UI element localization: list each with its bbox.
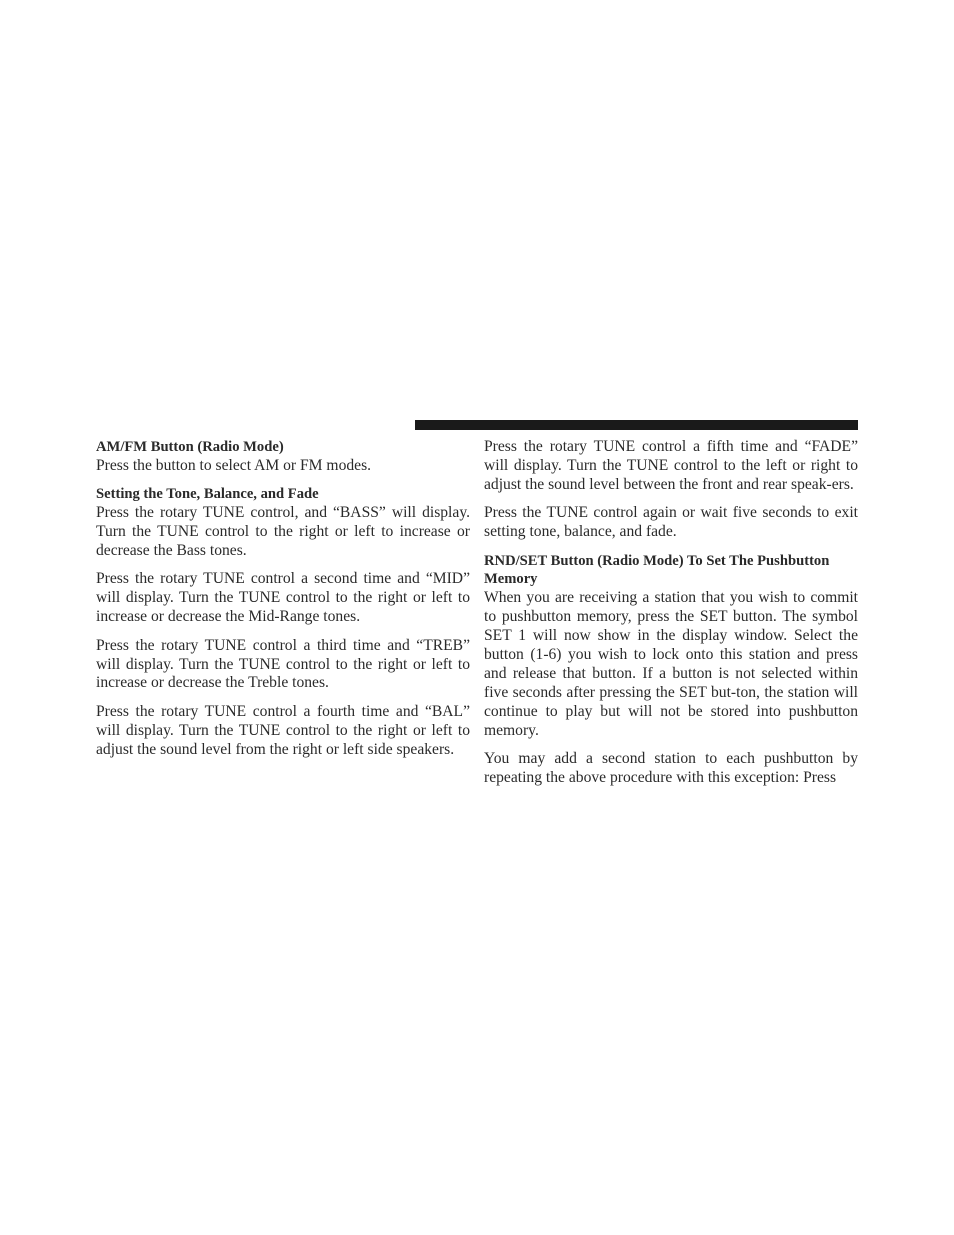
left-column (96, 438, 470, 769)
tone-heading: Setting the Tone, Balance, and Fade (96, 486, 319, 503)
bal-paragraph: Press the rotary TUNE control a fourth time and “BAL” will display. Turn the TUNE control to the right or left to adjust the sound level from the right or left side speakers. (96, 702, 470, 758)
treb-paragraph: Press the rotary TUNE control a third time and “TREB” will display. Turn the TUNE control to the right or left to increase or decrease the Treble tones. (96, 636, 470, 692)
mid-paragraph: Press the rotary TUNE control a second time and “MID” will display. Turn the TUNE control to the right or left to increase or decrease the Mid-Range tones. (96, 570, 470, 626)
fade-section (484, 438, 858, 495)
rnd-set-section (484, 552, 858, 741)
bass-paragraph: Press the rotary TUNE control, and “BASS” will display. Turn the TUNE control to the right or left to increase or decrease the Bass tones. (96, 504, 470, 560)
am-fm-heading: AM/FM Button (Radio Mode) (96, 439, 284, 455)
section-header-bar (415, 420, 858, 430)
exit-section (484, 504, 858, 542)
second-station-paragraph: You may add a second station to each pushbutton by repeating the above procedure with this exception: Press (484, 750, 858, 786)
rnd-set-heading: RND/SET Button (Radio Mode) To Set The Pushbutton Memory (484, 552, 830, 588)
tone-section (96, 485, 470, 561)
rnd-set-paragraph: When you are receiving a station that you wish to commit to pushbutton memory, press the SET button. The symbol SET 1 will now show in the display window. Select the button (1-6) you wish to lock onto this station and press and release that button. If a button is not selected within five seconds after pressing the SET but-ton, the station will continue to play but will not be stored into pushbutton memory. (484, 589, 858, 739)
mid-section (96, 570, 470, 627)
fade-paragraph: Press the rotary TUNE control a fifth time and “FADE” will display. Turn the TUNE control to the left or right to adjust the sound level between the front and rear speak-ers. (484, 438, 858, 493)
treb-section (96, 637, 470, 694)
exit-paragraph: Press the TUNE control again or wait five seconds to exit setting tone, balance, and fade. (484, 504, 858, 541)
am-fm-section (96, 438, 470, 476)
bal-section (96, 703, 470, 760)
am-fm-paragraph: Press the button to select AM or FM modes. (96, 456, 372, 474)
second-station-section (484, 750, 858, 788)
right-column (484, 438, 858, 797)
